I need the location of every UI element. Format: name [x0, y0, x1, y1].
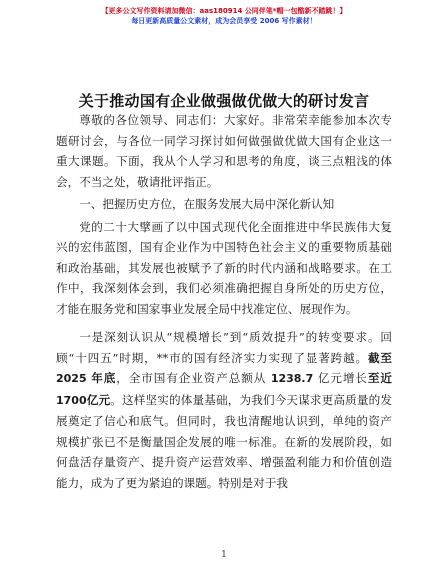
point-one-remainder: 。这样坚实的体量基础，为我们今天谋求更高质量的发展奠定了信心和底气。但同时，我也清醒地认识到，单纯的资产规模扩张已不是衡量国企发展的唯一标准。在新的发展阶段，如何盘活存量资产、提升资产运营效率、增强盈利能力和价值创造能力，成为了更为紧迫的课题。特别是对于我 — [56, 392, 392, 490]
asset-value-start: 1238.7 — [270, 372, 314, 385]
asset-near-label: 至近 — [367, 371, 392, 385]
asset-value-end: 1700 — [56, 393, 87, 407]
document-title: 关于推动国有企业做强做优做大的研讨发言 — [78, 92, 370, 110]
highlight-year: 2025 — [56, 372, 87, 385]
paragraph-greeting: 尊敬的各位领导、同志们：大家好。非常荣幸能参加本次专题研讨会，与各位一同学习探讨如何做强做优做大国有企业这一重大课题。下面，我从个人学习和思考的角度，谈三点粗浅的体会，不当之处，敬请批评指正。 — [56, 113, 392, 189]
promo-banner-line1: 【更多公文写作资料请加微信：aas180914 公同伴笔*帽一包酷新不踏跳！】 — [101, 7, 347, 15]
asset-unit: 亿元 — [86, 392, 111, 407]
promo-banner-line2: 每日更新高质量公文素材，成为会员享受 2006 写作素材！ — [131, 17, 317, 25]
point-one-lead: 一是深刻认识从“规模增长”到“质效提升”的转变要求。回顾“十四五”时期，**市的国有经济实力实现了显著跨越。 — [56, 330, 392, 365]
document-body — [56, 110, 392, 495]
paragraph-context: 党的二十大擘画了以中国式现代化全面推进中华民族伟大复兴的宏伟蓝图，国有企业作为中国特色社会主义的重要物质基础和政治基础，其发展也被赋予了新的时代内涵和战略要求。在工作中，我深刻体会到，我们必须准确把握自身所处的历史方位，才能在服务党和国家事业发展全局中找准定位、展现作为。 — [56, 219, 392, 316]
section-heading-1: 一、把握历史方位，在服务发展大局中深化新认知 — [79, 197, 335, 211]
highlight-deadline-label: 截至 — [367, 350, 392, 365]
asset-growth-text: 亿元增长 — [317, 371, 368, 385]
paragraph-point-one — [56, 327, 392, 493]
highlight-deadline-suffix: 年底 — [91, 371, 117, 385]
asset-sentence: ，全市国有企业资产总额从 — [116, 371, 267, 385]
page-number: 1 — [221, 550, 227, 560]
